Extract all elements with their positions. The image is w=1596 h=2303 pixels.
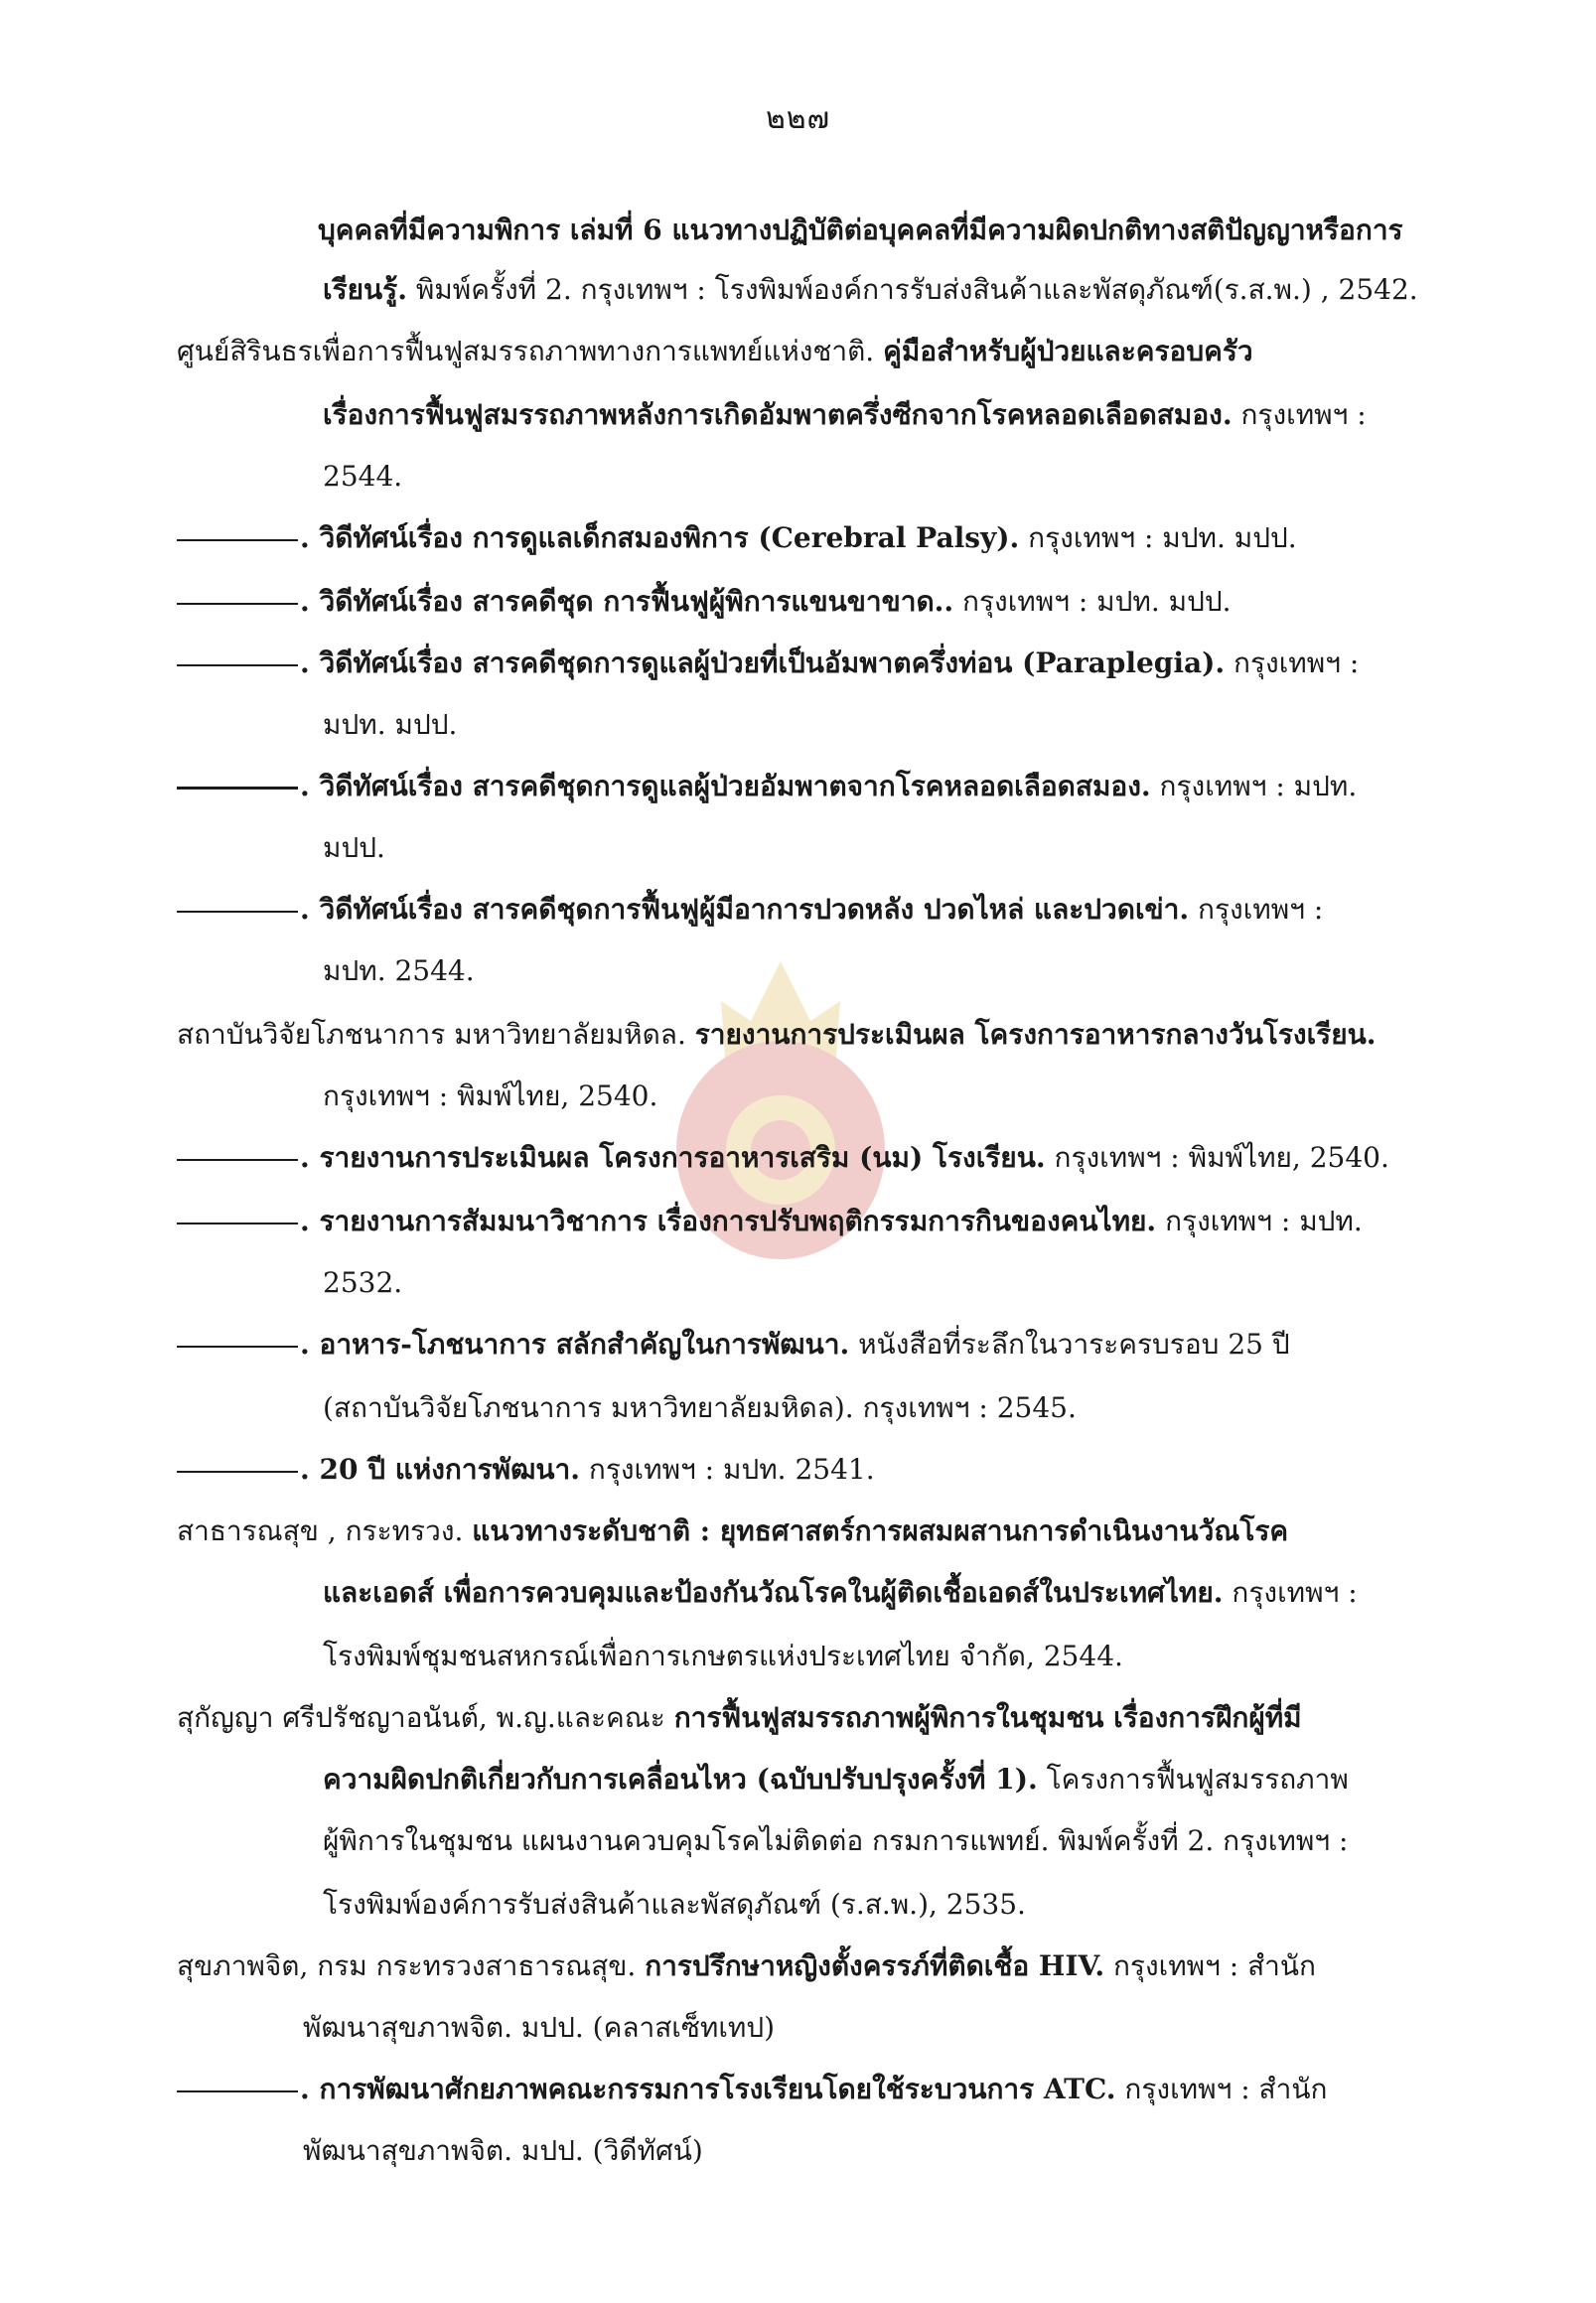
repeat-author-line <box>177 1223 298 1224</box>
reference-entry-cont: ความผิดปกติเกี่ยวกับการเคลื่อนไหว (ฉบับปรับปรุงครั้งที่ 1). โครงการฟื้นฟูสมรรถภาพ <box>323 1763 1349 1796</box>
reference-entry: . วิดีทัศน์เรื่อง สารคดีชุดการดูแลผู้ป่วยที่เป็นอัมพาตครึ่งท่อน (Paraplegia). กรุงเทพฯ : <box>177 644 1359 683</box>
reference-entry: . การพัฒนาศักยภาพคณะกรรมการโรงเรียนโดยใช้ระบวนการ ATC. กรุงเทพฯ : สำนัก <box>177 2070 1327 2109</box>
reference-entry-cont: 2532. <box>323 1266 403 1299</box>
repeat-author-line <box>177 787 298 790</box>
repeat-author-line <box>177 1346 298 1348</box>
reference-entry: ศูนย์สิรินธรเพื่อการฟื้นฟูสมรรถภาพทางการแพทย์แห่งชาติ. คู่มือสำหรับผู้ป่วยและครอบครัว <box>177 335 1253 367</box>
reference-entry: สาธารณสุข , กระทรวง. แนวทางระดับชาติ : ยุทธศาสตร์การผสมผสานการดำเนินงานวัณโรค <box>177 1514 1289 1547</box>
reference-entry: . วิดีทัศน์เรื่อง สารคดีชุด การฟื้นฟูผู้พิการแขนขาขาด.. กรุงเทพฯ : มปท. มปป. <box>177 582 1232 622</box>
page-number: ๒๒๗ <box>765 101 831 136</box>
reference-entry: . วิดีทัศน์เรื่อง สารคดีชุดการดูแลผู้ป่วยอัมพาตจากโรคหลอดเลือดสมอง. กรุงเทพฯ : มปท. <box>177 767 1357 806</box>
reference-entry: . อาหาร-โภชนาการ สลักสำคัญในการพัฒนา. หนังสือที่ระลึกในวาระครบรอบ 25 ปี <box>177 1325 1290 1365</box>
reference-entry-cont: ผู้พิการในชุมชน แผนงานควบคุมโรคไม่ติดต่อ กรมการแพทย์. พิมพ์ครั้งที่ 2. กรุงเทพฯ : <box>323 1824 1349 1857</box>
reference-entry: สุกัญญา ศรีปรัชญาอนันต์, พ.ญ.และคณะ การฟื้นฟูสมรรถภาพผู้พิการในชุมชน เรื่องการฝึกผู้ที่มี <box>177 1701 1302 1734</box>
reference-entry: บุคคลที่มีความพิการ เล่มที่ 6 แนวทางปฏิบัติต่อบุคคลที่มีความผิดปกติทางสติปัญญาหรือการ <box>318 214 1403 246</box>
repeat-author-line <box>177 664 298 666</box>
reference-entry-cont: และเอดส์ เพื่อการควบคุมและป้องกันวัณโรคในผู้ติดเชื้อเอดส์ในประเทศไทย. กรุงเทพฯ : <box>323 1576 1358 1609</box>
repeat-author-line <box>177 1159 298 1161</box>
repeat-author-line <box>177 911 298 913</box>
repeat-author-line <box>177 539 298 541</box>
reference-entry-cont: พัฒนาสุขภาพจิต. มปป. (คลาสเซ็ทเทป) <box>303 2011 776 2044</box>
reference-entry-cont: (สถาบันวิจัยโภชนาการ มหาวิทยาลัยมหิดล). กรุงเทพฯ : 2545. <box>323 1391 1077 1424</box>
reference-entry-cont: 2544. <box>323 460 403 493</box>
reference-entry-cont: มปป. <box>323 831 385 864</box>
reference-entry: สถาบันวิจัยโภชนาการ มหาวิทยาลัยมหิดล. รายงานการประเมินผล โครงการอาหารกลางวันโรงเรียน. <box>177 1018 1377 1051</box>
reference-entry-cont: กรุงเทพฯ : พิมพ์ไทย, 2540. <box>323 1080 658 1112</box>
reference-entry: . รายงานการสัมมนาวิชาการ เรื่องการปรับพฤติกรรมการกินของคนไทย. กรุงเทพฯ : มปท. <box>177 1202 1363 1241</box>
reference-entry-cont: เรียนรู้. พิมพ์ครั้งที่ 2. กรุงเทพฯ : โรงพิมพ์องค์การรับส่งสินค้าและพัสดุภัณฑ์(ร.ส.พ.) , 2542. <box>323 273 1418 306</box>
reference-entry: . วิดีทัศน์เรื่อง การดูแลเด็กสมองพิการ (Cerebral Palsy). กรุงเทพฯ : มปท. มปป. <box>177 518 1297 558</box>
reference-entry-cont: มปท. 2544. <box>323 954 475 987</box>
repeat-author-line <box>177 1471 298 1473</box>
reference-entry-cont: มปท. มปป. <box>323 708 458 741</box>
reference-entry: สุขภาพจิต, กรม กระทรวงสาธารณสุข. การปรึกษาหญิงตั้งครรภ์ที่ติดเชื้อ HIV. กรุงเทพฯ : สำนัก <box>177 1949 1316 1982</box>
reference-entry-cont: โรงพิมพ์ชุมชนสหกรณ์เพื่อการเกษตรแห่งประเทศไทย จำกัด, 2544. <box>323 1640 1123 1672</box>
reference-entry-cont: พัฒนาสุขภาพจิต. มปป. (วิดีทัศน์) <box>303 2134 703 2167</box>
reference-entry-cont: โรงพิมพ์องค์การรับส่งสินค้าและพัสดุภัณฑ์ (ร.ส.พ.), 2535. <box>323 1888 1026 1921</box>
reference-entry-cont: เรื่องการฟื้นฟูสมรรถภาพหลังการเกิดอัมพาตครึ่งซีกจากโรคหลอดเลือดสมอง. กรุงเทพฯ : <box>323 398 1367 431</box>
reference-entry: . รายงานการประเมินผล โครงการอาหารเสริม (นม) โรงเรียน. กรุงเทพฯ : พิมพ์ไทย, 2540. <box>177 1138 1389 1178</box>
reference-entry: . 20 ปี แห่งการพัฒนา. กรุงเทพฯ : มปท. 2541. <box>177 1450 875 1490</box>
repeat-author-line <box>177 603 298 605</box>
repeat-author-line <box>177 2090 298 2092</box>
reference-entry: . วิดีทัศน์เรื่อง สารคดีชุดการฟื้นฟูผู้มีอาการปวดหลัง ปวดไหล่ และปวดเข่า. กรุงเทพฯ : <box>177 890 1323 930</box>
